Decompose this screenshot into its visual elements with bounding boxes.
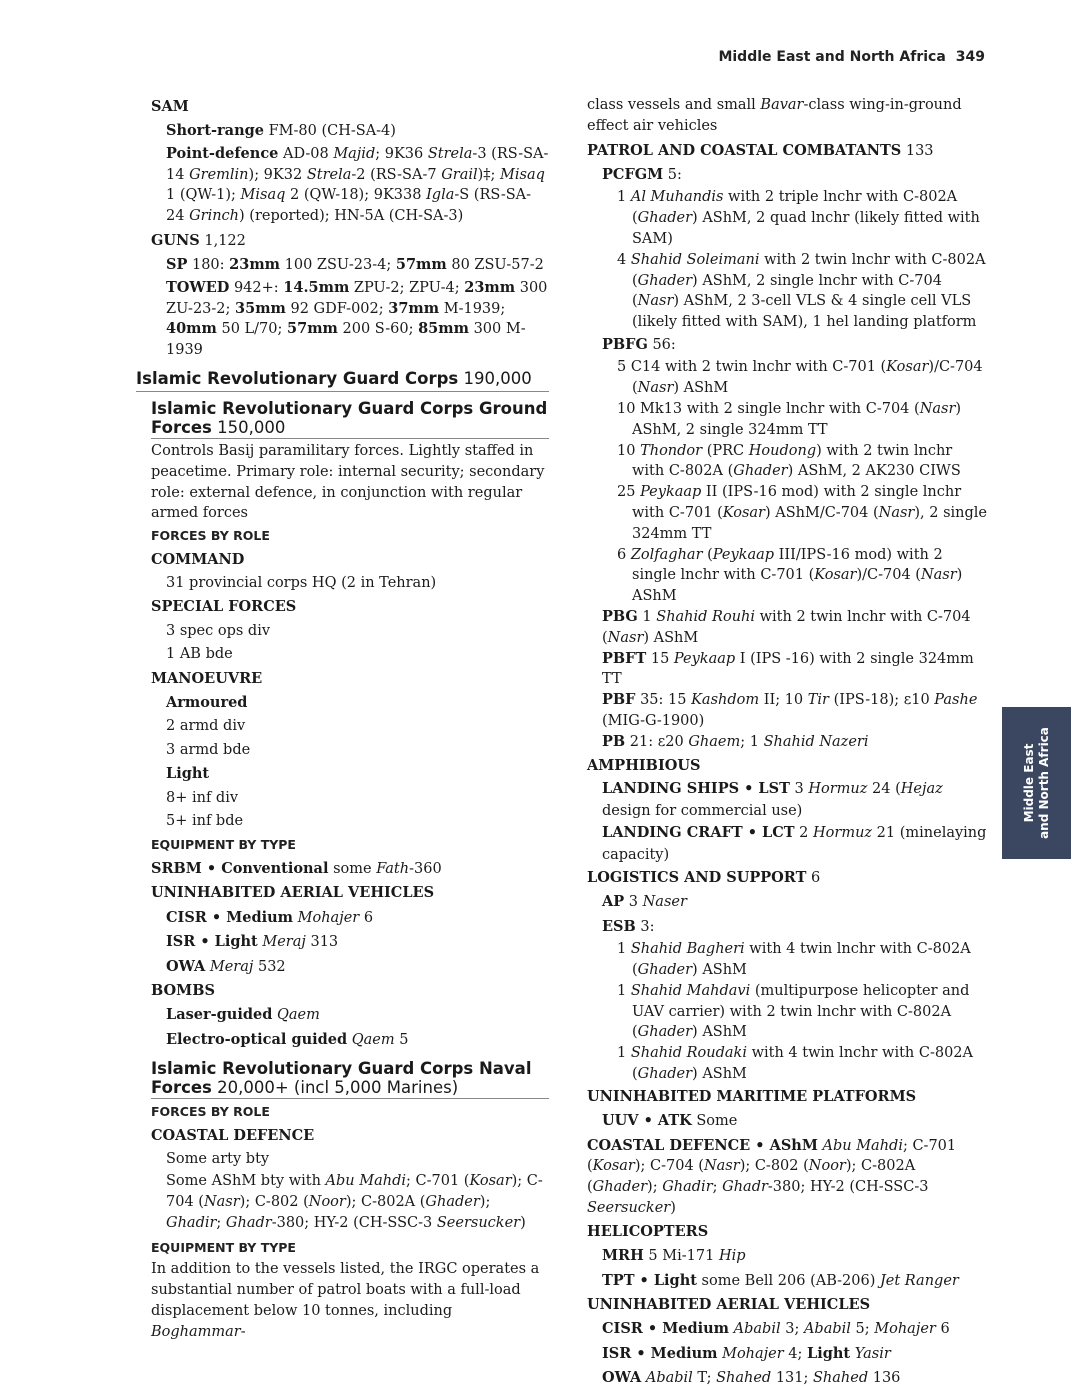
uuv-line: UUV • ATK Some [602, 1112, 738, 1130]
sam-point-defence: Point-defence AD-08 Majid; 9K36 Strela-3 (RS-SA-14 Gremlin); 9K32 Strela-2 (RS-SA-7 Grail)‡; Misaq 1 (QW-1); Misaq 2 (QW-18); 9K338 Igla-S (RS-SA-24 Grinch) (reported); HN-5A (CH-SA-3) [166, 144, 549, 225]
armoured-subheading: Armoured [166, 694, 248, 712]
armoured-item: 2 armd div [166, 718, 246, 735]
logistics-heading: LOGISTICS AND SUPPORT 6 [587, 868, 821, 886]
esb-item: 1 Shahid Bagheri with 4 twin lnchr with C-802A (Ghader) AShM [617, 941, 971, 978]
irgc-naval-forces-heading: Islamic Revolutionary Guard Corps Naval Forces 20,000+ (incl 5,000 Marines) [151, 1059, 549, 1099]
coastal-defence-item: Some arty bty [166, 1150, 270, 1167]
special-forces-item: 3 spec ops div [166, 622, 271, 639]
pbfg-heading: PBFG 56: [602, 335, 676, 353]
sam-heading: SAM [151, 98, 189, 115]
pcfgm-item: 4 Shahid Soleimani with 2 twin lnchr with C-802A (Ghader) AShM, 2 single lnchr with C-704 (Nasr) AShM, 2 3-cell VLS & 4 single cell VLS (likely fitted with SAM), 1 hel landing platform [617, 251, 986, 331]
pcfgm-heading: PCFGM 5: [602, 166, 682, 183]
uav-isr: ISR • Light Meraj 313 [166, 933, 339, 951]
armoured-item: 3 armd bde [166, 741, 251, 758]
pcfgm-item: 1 Al Muhandis with 2 triple lnchr with C-802A (Ghader) AShM, 2 quad lnchr (likely fitted with SAM) [617, 189, 980, 247]
ap-line: AP 3 Naser [602, 893, 687, 911]
running-header [718, 49, 985, 65]
pbfg-item: 10 Mk13 with 2 single lnchr with C-704 (Nasr) AShM, 2 single 324mm TT [617, 400, 962, 438]
naval-forces-intro: In addition to the vessels listed, the IRGC operates a substantial number of patrol boats with a full-load displacement below 10 tonnes, including Boghammar- [151, 1261, 540, 1340]
side-tab-line-1: Middle East [1021, 743, 1036, 823]
section-side-tab [1002, 707, 1071, 859]
amphibious-heading: AMPHIBIOUS [587, 756, 701, 774]
guns-sp: SP 180: 23mm 100 ZSU-23-4; 57mm 80 ZSU-57-2 [166, 256, 544, 274]
right-column [587, 95, 987, 1391]
light-subheading: Light [166, 765, 210, 783]
forces-by-role-heading-naval: FORCES BY ROLE [151, 1104, 270, 1120]
command-item: 31 provincial corps HQ (2 in Tehran) [166, 575, 437, 591]
uav-cisr: CISR • Medium Mohajer 6 [166, 908, 374, 926]
mrh-line: MRH 5 Mi-171 Hip [602, 1247, 746, 1265]
esb-heading: ESB 3: [602, 917, 655, 935]
manoeuvre-heading: MANOEUVRE [151, 669, 263, 687]
uav-owa-naval: OWA Ababil T; Shahed 131; Shahed 136 [602, 1369, 901, 1387]
uninhabited-maritime-heading: UNINHABITED MARITIME PLATFORMS [587, 1087, 917, 1105]
pbf-line: PBF 35: 15 Kashdom II; 10 Tir (IPS-18); ε10 Pashe (MIG-G-1900) [602, 691, 978, 729]
bombs-eo-guided: Electro-optical guided Qaem 5 [166, 1030, 409, 1048]
uav-cisr-naval: CISR • Medium Ababil 3; Ababil 5; Mohajer 6 [602, 1320, 950, 1338]
esb-item: 1 Shahid Mahdavi (multipurpose helicopter and UAV carrier) with 2 twin lnchr with C-802A (Ghader) AShM [617, 982, 970, 1041]
ground-forces-intro: Controls Basij paramilitary forces. Lightly staffed in peacetime. Primary role: internal security; secondary role: external defence, in conjunction with regular armed forces [151, 443, 545, 522]
special-forces-heading: SPECIAL FORCES [151, 598, 297, 616]
tpt-line: TPT • Light some Bell 206 (AB-206) Jet Ranger [602, 1271, 959, 1289]
left-column [136, 95, 549, 1342]
section-title: Middle East and North Africa [718, 49, 946, 65]
srbm-line: SRBM • Conventional some Fath-360 [151, 859, 442, 877]
helicopters-heading: HELICOPTERS [587, 1222, 709, 1240]
side-tab-line-2: and North Africa [1036, 727, 1051, 839]
coastal-defence-ashm-line: COASTAL DEFENCE • AShM Abu Mahdi; C-701 (Kosar); C-704 (Nasr); C-802 (Noor); C-802A (Ghader); Ghadir; Ghadr-380; HY-2 (CH-SSC-3 Seersucker) [587, 1136, 957, 1216]
light-item: 8+ inf div [166, 789, 239, 806]
sam-short-range: Short-range FM-80 (CH-SA-4) [166, 122, 396, 140]
pb-line: PB 21: ε20 Ghaem; 1 Shahid Nazeri [602, 732, 869, 750]
forces-by-role-heading: FORCES BY ROLE [151, 528, 270, 544]
equipment-by-type-heading-naval: EQUIPMENT BY TYPE [151, 1239, 296, 1255]
naval-intro-continuation: class vessels and small Bavar-class wing-in-ground effect air vehicles [587, 97, 962, 134]
landing-ships-line: LANDING SHIPS • LST 3 Hormuz 24 (Hejaz design for commercial use) [602, 779, 943, 819]
coastal-defence-heading: COASTAL DEFENCE [151, 1126, 315, 1144]
pbft-line: PBFT 15 Peykaap I (IPS -16) with 2 single 324mm TT [602, 649, 974, 688]
guns-towed: TOWED 942+: 14.5mm ZPU-2; ZPU-4; 23mm 300 ZU-23-2; 35mm 92 GDF-002; 37mm M-1939; 40mm 50 L/70; 57mm 200 S-60; 85mm 300 M-1939 [166, 278, 548, 359]
special-forces-item: 1 AB bde [166, 646, 233, 663]
page-number: 349 [955, 49, 985, 65]
pbfg-item: 5 C14 with 2 twin lnchr with C-701 (Kosar)/C-704 (Nasr) AShM [617, 359, 983, 397]
irgc-ground-forces-heading: Islamic Revolutionary Guard Corps Ground Forces 150,000 [151, 399, 548, 437]
pbfg-item: 25 Peykaap II (IPS-16 mod) with 2 single lnchr with C-701 (Kosar) AShM/C-704 (Nasr), 2 single 324mm TT [617, 484, 988, 542]
light-item: 5+ inf bde [166, 813, 244, 830]
pbfg-item: 10 Thondor (PRC Houdong) with 2 twin lnchr with C-802A (Ghader) AShM, 2 AK230 CIWS [617, 442, 961, 480]
landing-craft-line: LANDING CRAFT • LCT 2 Hormuz 21 (minelaying capacity) [602, 823, 987, 863]
uav-heading-naval: UNINHABITED AERIAL VEHICLES [587, 1295, 871, 1313]
esb-item: 1 Shahid Roudaki with 4 twin lnchr with C-802A (Ghader) AShM [617, 1045, 974, 1082]
pbfg-item: 6 Zolfaghar (Peykaap III/IPS-16 mod) with 2 single lnchr with C-701 (Kosar)/C-704 (Nasr) AShM [617, 546, 963, 605]
coastal-defence-ashm: Some AShM bty with Abu Mahdi; C-701 (Kosar); C-704 (Nasr); C-802 (Noor); C-802A (Ghader); Ghadir; Ghadr-380; HY-2 (CH-SSC-3 Seersucker) [166, 1173, 543, 1231]
bombs-laser-guided: Laser-guided Qaem [166, 1006, 320, 1024]
equipment-by-type-heading: EQUIPMENT BY TYPE [151, 837, 296, 853]
bombs-heading: BOMBS [151, 981, 215, 999]
patrol-coastal-heading: PATROL AND COASTAL COMBATANTS 133 [587, 141, 934, 159]
uav-owa: OWA Meraj 532 [166, 957, 286, 975]
command-heading: COMMAND [151, 550, 245, 568]
guns-heading: GUNS 1,122 [151, 232, 246, 249]
uav-isr-naval: ISR • Medium Mohajer 4; Light Yasir [602, 1344, 891, 1362]
irgc-heading: Islamic Revolutionary Guard Corps 190,000 [136, 368, 549, 392]
pbg-line: PBG 1 Shahid Rouhi with 2 twin lnchr with C-704 (Nasr) AShM [602, 607, 971, 646]
uav-heading: UNINHABITED AERIAL VEHICLES [151, 884, 435, 902]
